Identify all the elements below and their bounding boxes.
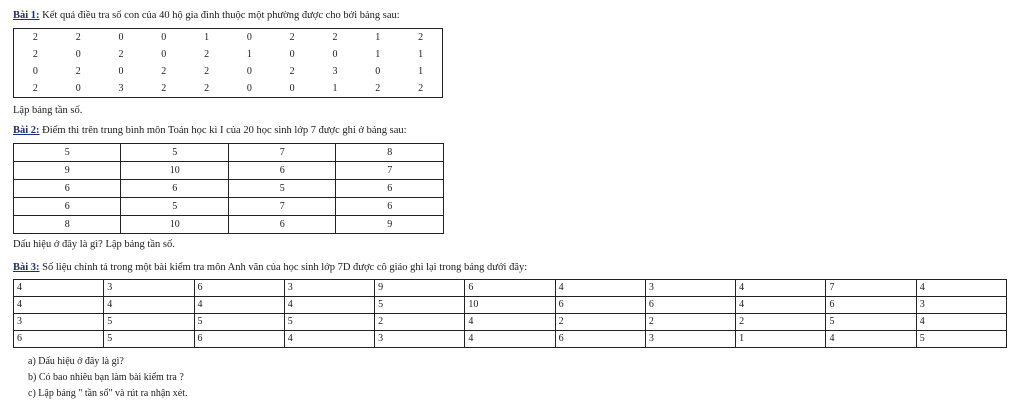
table-cell: 5	[194, 314, 284, 331]
table-cell: 6	[555, 297, 645, 314]
table-cell: 4	[104, 297, 194, 314]
table-cell: 5	[14, 144, 121, 162]
table-cell: 9	[14, 162, 121, 180]
table-cell: 2	[118, 49, 124, 60]
table-cell: 6	[645, 297, 735, 314]
table-cell: 2	[75, 66, 81, 77]
table-cell: 7	[336, 162, 444, 180]
table-cell: 6	[121, 180, 229, 198]
table-cell: 6	[194, 331, 284, 348]
table-cell: 1	[204, 32, 210, 43]
table-cell: 6	[229, 162, 336, 180]
table-cell: 1	[736, 331, 826, 348]
table-cell: 6	[336, 180, 444, 198]
bai2-heading	[13, 124, 407, 137]
table-cell: 0	[75, 49, 81, 60]
table-cell: 9	[375, 280, 465, 297]
table-cell: 2	[555, 314, 645, 331]
table-cell: 2	[204, 49, 210, 60]
table-cell: 2	[161, 83, 167, 94]
table-row	[14, 63, 443, 80]
table-row	[14, 162, 444, 180]
table-cell: 2	[645, 314, 735, 331]
table-cell: 1	[418, 49, 424, 60]
table-row	[14, 144, 444, 162]
table-cell: 6	[826, 297, 916, 314]
table-cell: 6	[14, 180, 121, 198]
table-cell: 0	[32, 66, 38, 77]
table-cell: 5	[375, 297, 465, 314]
bai1-text: Kết quả điều tra số con của 40 hộ gia đình thuộc một phường được cho bởi bảng sau:	[39, 10, 400, 21]
table-cell: 6	[555, 331, 645, 348]
table-cell: 0	[289, 83, 295, 94]
bai2-label: Bài 2:	[13, 125, 40, 136]
table-cell: 2	[289, 66, 295, 77]
table-cell: 0	[161, 49, 167, 60]
table-cell: 0	[289, 49, 295, 60]
table-cell: 6	[14, 331, 104, 348]
bai2-text: Điểm thi trên trung bình môn Toán học kì I của 20 học sinh lớp 7 được ghi ở bảng sau:	[39, 125, 407, 136]
table-cell: 4	[826, 331, 916, 348]
table-cell: 1	[246, 49, 252, 60]
table-cell: 4	[14, 297, 104, 314]
table-cell: 10	[121, 216, 229, 234]
table-cell: 0	[375, 66, 381, 77]
table-row	[14, 80, 443, 98]
table-row	[14, 280, 1007, 297]
table-cell: 0	[332, 49, 338, 60]
bai1-heading	[13, 9, 400, 22]
table-cell: 0	[246, 32, 252, 43]
table-cell: 3	[332, 66, 338, 77]
table-cell: 2	[32, 32, 38, 43]
table-cell: 2	[75, 32, 81, 43]
table-cell: 2	[418, 32, 424, 43]
table-cell: 2	[32, 49, 38, 60]
bai3-question-b: b) Có bao nhiêu bạn làm bài kiểm tra ?	[28, 372, 184, 383]
table-cell: 6	[336, 198, 444, 216]
table-cell: 8	[14, 216, 121, 234]
table-cell: 3	[118, 83, 124, 94]
table-cell: 7	[826, 280, 916, 297]
table-cell: 2	[418, 83, 424, 94]
table-cell: 4	[736, 297, 826, 314]
bai3-heading	[13, 261, 527, 274]
bai3-table-body	[14, 280, 1007, 348]
table-cell: 0	[118, 32, 124, 43]
table-cell: 0	[246, 83, 252, 94]
table-cell: 2	[204, 83, 210, 94]
table-cell: 2	[289, 32, 295, 43]
table-cell: 3	[284, 280, 374, 297]
table-cell: 3	[916, 297, 1006, 314]
table-cell: 4	[916, 314, 1006, 331]
table-cell: 0	[161, 32, 167, 43]
table-cell: 6	[229, 216, 336, 234]
table-row	[14, 29, 443, 47]
table-cell: 0	[246, 66, 252, 77]
bai1-task: Lập bảng tần số.	[13, 105, 83, 116]
bai1-table-body	[14, 29, 443, 98]
table-cell: 4	[465, 331, 555, 348]
table-cell: 4	[916, 280, 1006, 297]
bai3-question-a: a) Dấu hiệu ở đây là gì?	[28, 356, 124, 367]
table-cell: 3	[645, 280, 735, 297]
table-cell: 2	[32, 83, 38, 94]
table-cell: 5	[104, 331, 194, 348]
table-cell: 4	[284, 297, 374, 314]
table-cell: 7	[229, 198, 336, 216]
table-cell: 0	[75, 83, 81, 94]
table-cell: 6	[194, 280, 284, 297]
table-cell: 5	[104, 314, 194, 331]
table-row	[14, 46, 443, 63]
table-cell: 2	[161, 66, 167, 77]
table-cell: 6	[14, 198, 121, 216]
bai3-label: Bài 3:	[13, 262, 40, 273]
table-row	[14, 216, 444, 234]
table-cell: 9	[336, 216, 444, 234]
table-cell: 8	[336, 144, 444, 162]
table-cell: 1	[418, 66, 424, 77]
table-cell: 4	[194, 297, 284, 314]
table-cell: 3	[375, 331, 465, 348]
table-cell: 5	[284, 314, 374, 331]
bai3-table	[13, 279, 1007, 348]
table-cell: 2	[332, 32, 338, 43]
table-cell: 4	[465, 314, 555, 331]
table-cell: 5	[916, 331, 1006, 348]
table-cell: 10	[465, 297, 555, 314]
table-cell: 3	[14, 314, 104, 331]
table-cell: 2	[375, 314, 465, 331]
table-cell: 5	[121, 198, 229, 216]
table-cell: 5	[826, 314, 916, 331]
table-cell: 4	[284, 331, 374, 348]
table-row	[14, 297, 1007, 314]
table-cell: 2	[375, 83, 381, 94]
table-cell: 1	[375, 32, 381, 43]
table-cell: 1	[375, 49, 381, 60]
table-row	[14, 314, 1007, 331]
table-cell: 4	[736, 280, 826, 297]
bai2-table-body	[14, 144, 444, 234]
table-cell: 6	[465, 280, 555, 297]
table-cell: 4	[555, 280, 645, 297]
table-cell: 0	[118, 66, 124, 77]
table-cell: 4	[14, 280, 104, 297]
table-cell: 7	[229, 144, 336, 162]
table-cell: 10	[121, 162, 229, 180]
bai3-question-c: c) Lập bảng " tần số" và rút ra nhận xét.	[28, 388, 188, 399]
table-cell: 5	[229, 180, 336, 198]
table-cell: 2	[736, 314, 826, 331]
bai2-task: Dấu hiệu ở đây là gì? Lập bảng tần số.	[13, 239, 175, 250]
bai1-label: Bài 1:	[13, 10, 40, 21]
table-row	[14, 180, 444, 198]
table-cell: 5	[121, 144, 229, 162]
table-row	[14, 198, 444, 216]
bai1-table	[13, 28, 443, 98]
table-cell: 1	[332, 83, 338, 94]
table-cell: 3	[645, 331, 735, 348]
table-row	[14, 331, 1007, 348]
bai3-text: Số liệu chính tả trong một bài kiểm tra môn Anh văn của học sinh lớp 7D được cô giáo ghi lại trong bảng dưới đây:	[39, 262, 528, 273]
bai2-table	[13, 143, 444, 234]
table-cell: 2	[204, 66, 210, 77]
table-cell: 3	[104, 280, 194, 297]
